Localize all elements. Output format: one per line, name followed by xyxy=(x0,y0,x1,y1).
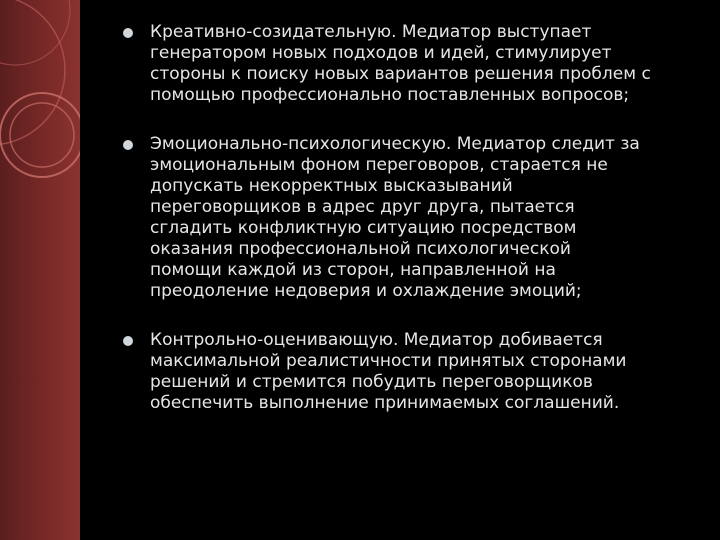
bullet-text: Контрольно-оценивающую. Медиатор добивается максимальной реалистичности принятых сторонами решений и стремится побудить переговорщиков обеспечить выполнение принимаемых соглашений. xyxy=(150,330,627,413)
bullet-list xyxy=(110,22,710,442)
slide-content xyxy=(80,0,720,540)
bullet-item-control xyxy=(110,330,710,414)
bullet-dot-icon xyxy=(123,28,133,38)
decorative-circles xyxy=(0,0,80,540)
bullet-dot-icon xyxy=(123,140,133,150)
decorative-circle-large xyxy=(0,0,65,145)
decorative-circle-outer xyxy=(0,93,80,177)
bullet-text: Креативно-созидательную. Медиатор выступает генератором новых подходов и идей, стимулирует стороны к поиску новых вариантов решения проблем с помощью профессионально поставленных вопросов; xyxy=(150,22,651,105)
bullet-dot-icon xyxy=(123,336,133,346)
decorative-circle-inner xyxy=(10,103,74,167)
bullet-item-emotional xyxy=(110,134,710,302)
bullet-item-creative xyxy=(110,22,710,106)
decorative-side-panel xyxy=(0,0,80,540)
bullet-text: Эмоционально-психологическую. Медиатор следит за эмоциональным фоном переговоров, старается не допускать некорректных высказываний переговорщиков в адрес друг друга, пытается сгладить конфликтную ситуацию посредством оказания профессиональной психологической помощи каждой из сторон, направленной на преодоление недоверия и охлаждение эмоций; xyxy=(150,134,640,301)
